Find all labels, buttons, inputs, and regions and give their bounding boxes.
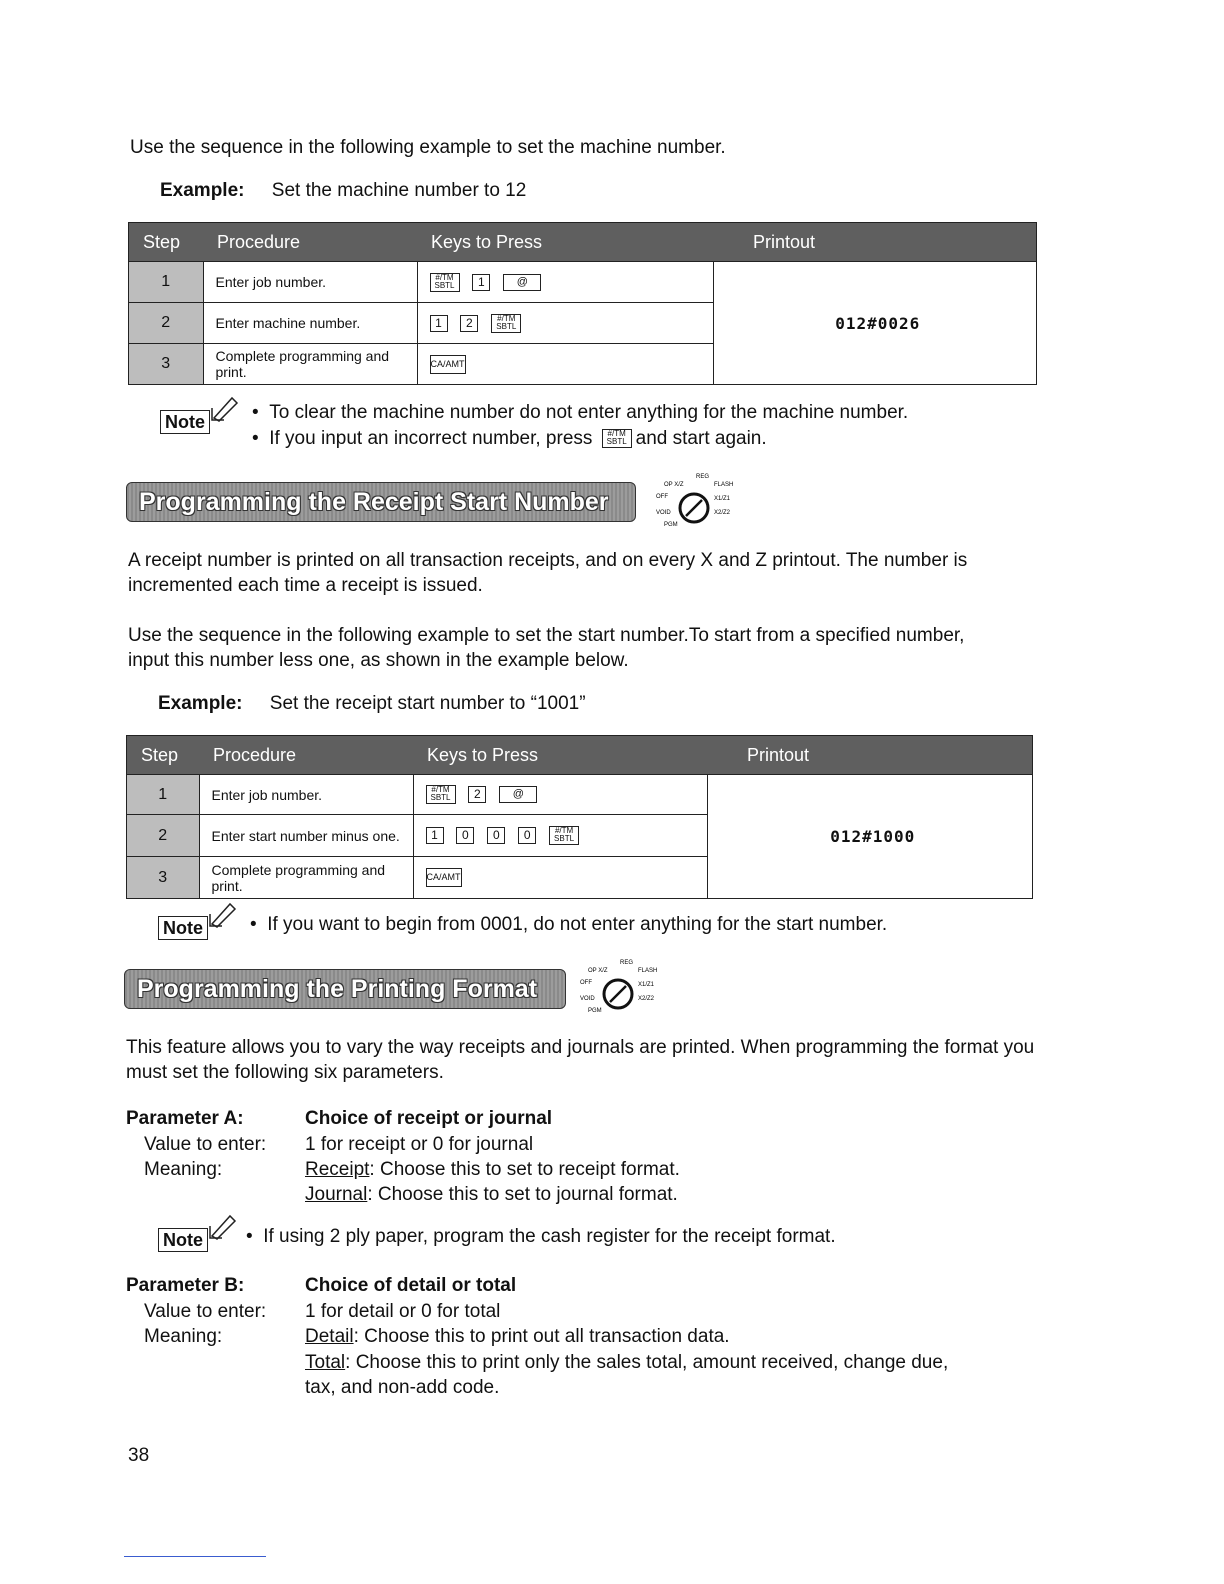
- digit-key-icon: 0: [487, 827, 505, 844]
- example-1: [160, 178, 526, 203]
- header-procedure: Procedure: [199, 736, 413, 775]
- tm-sbtl-key-icon: #/TM SBTL: [602, 429, 632, 448]
- tm-sbtl-key-icon: #/TM SBTL: [491, 314, 521, 333]
- dial-label: REG: [696, 474, 710, 480]
- note-1-line-1: • To clear the machine number do not enter anything for the machine number.: [252, 402, 909, 423]
- step-number: 2: [127, 815, 200, 857]
- programming-table-2: [126, 735, 1033, 899]
- note-2-line: • If you want to begin from 0001, do not enter anything for the start number.: [250, 914, 888, 935]
- value-label: Value to enter:: [144, 1301, 267, 1322]
- procedure-cell: Enter job number.: [203, 262, 417, 303]
- param-b-title: Choice of detail or total: [305, 1275, 517, 1296]
- svg-text:PGM: PGM: [588, 1008, 602, 1014]
- step-number: 2: [129, 303, 204, 344]
- meaning-label: Meaning:: [144, 1326, 223, 1347]
- svg-text:X1/Z1: X1/Z1: [714, 496, 731, 502]
- svg-text:OP X/Z: OP X/Z: [588, 968, 608, 974]
- step-number: 3: [129, 344, 204, 385]
- header-step: Step: [129, 223, 204, 262]
- svg-text:VOID: VOID: [580, 996, 595, 1002]
- meaning-line: Journal: Choose this to set to journal format.: [305, 1184, 678, 1205]
- example-text: Set the machine number to 12: [271, 180, 527, 201]
- step-number: 1: [129, 262, 204, 303]
- svg-text:OFF: OFF: [656, 494, 668, 500]
- param-a-label: Parameter A:: [126, 1108, 244, 1129]
- procedure-cell: Complete programming and print.: [199, 857, 413, 899]
- keys-cell: [413, 857, 707, 899]
- tm-sbtl-key-icon: #/TM SBTL: [430, 273, 460, 292]
- digit-key-icon: 0: [518, 827, 536, 844]
- keys-cell: [417, 344, 713, 385]
- procedure-cell: Enter job number.: [199, 775, 413, 815]
- mode-dial-icon: [576, 956, 676, 1016]
- printout-cell: 012#1000: [707, 775, 1033, 899]
- paragraph: Use the sequence in the following example to set the start number.To start from a specified number, input this number less one, as shown in the example below.: [128, 625, 965, 671]
- keys-cell: [413, 815, 707, 857]
- meaning-line: Detail: Choose this to print out all transaction data.: [305, 1326, 730, 1347]
- svg-text:X2/Z2: X2/Z2: [638, 996, 655, 1002]
- meaning-label: Meaning:: [144, 1159, 223, 1180]
- header-procedure: Procedure: [203, 223, 417, 262]
- pencil-icon: [208, 1210, 238, 1240]
- value-label: Value to enter:: [144, 1134, 267, 1155]
- meaning-line: Total: Choose this to print only the sales total, amount received, change due,: [305, 1352, 949, 1373]
- at-key-icon: @: [503, 274, 541, 291]
- section-heading-receipt-start: Programming the Receipt Start Number: [126, 482, 636, 522]
- note-3-line: • If using 2 ply paper, program the cash register for the receipt format.: [246, 1226, 836, 1247]
- svg-text:OP X/Z: OP X/Z: [664, 482, 684, 488]
- keys-cell: [417, 303, 713, 344]
- param-b-label: Parameter B:: [126, 1275, 245, 1296]
- table-header-row: [127, 736, 1033, 775]
- page-number: 38: [128, 1445, 150, 1466]
- header-printout: Printout: [713, 223, 1037, 262]
- section-heading-printing-format: Programming the Printing Format: [124, 969, 566, 1009]
- digit-key-icon: 1: [426, 827, 444, 844]
- keys-cell: [417, 262, 713, 303]
- header-keys: Keys to Press: [413, 736, 707, 775]
- programming-table-1: [128, 222, 1037, 385]
- mode-dial-icon: [652, 470, 752, 530]
- tm-sbtl-key-icon: #/TM SBTL: [549, 826, 579, 845]
- at-key-icon: @: [499, 786, 537, 803]
- digit-key-icon: 1: [472, 274, 490, 291]
- table-row: [129, 262, 1037, 303]
- example-label: Example:: [158, 693, 243, 714]
- note-label: Note: [160, 410, 210, 434]
- procedure-cell: Enter machine number.: [203, 303, 417, 344]
- keys-cell: [413, 775, 707, 815]
- meaning-line: Receipt: Choose this to set to receipt format.: [305, 1159, 680, 1180]
- param-a-title: Choice of receipt or journal: [305, 1108, 553, 1129]
- note-text: and start again.: [635, 428, 767, 449]
- example-label: Example:: [160, 180, 245, 201]
- step-number: 1: [127, 775, 200, 815]
- step-number: 3: [127, 857, 200, 899]
- digit-key-icon: 2: [460, 315, 478, 332]
- note-text: To clear the machine number do not enter anything for the machine number.: [269, 402, 909, 423]
- value-text: 1 for detail or 0 for total: [305, 1301, 501, 1322]
- svg-text:FLASH: FLASH: [638, 968, 658, 974]
- example-2: [158, 691, 586, 716]
- note-text: If using 2 ply paper, program the cash register for the receipt format.: [263, 1226, 836, 1247]
- svg-text:FLASH: FLASH: [714, 482, 734, 488]
- pencil-icon: [210, 392, 240, 422]
- svg-text:VOID: VOID: [656, 510, 671, 516]
- note-1-line-2: • If you input an incorrect number, press #/TM SBTL and start again.: [252, 428, 767, 449]
- svg-text:X1/Z1: X1/Z1: [638, 982, 655, 988]
- digit-key-icon: 0: [456, 827, 474, 844]
- paragraph: A receipt number is printed on all transaction receipts, and on every X and Z printout. The number is incremented each time a receipt is issued.: [128, 550, 968, 596]
- table-header-row: [129, 223, 1037, 262]
- svg-text:REG: REG: [620, 960, 634, 966]
- meaning-line-cont: tax, and non-add code.: [305, 1377, 500, 1398]
- svg-text:X2/Z2: X2/Z2: [714, 510, 731, 516]
- pencil-icon: [208, 898, 238, 928]
- header-printout: Printout: [707, 736, 1033, 775]
- ca-amt-key-icon: CA/AMT: [426, 868, 462, 887]
- note-text: If you want to begin from 0001, do not enter anything for the start number.: [267, 914, 888, 935]
- header-keys: Keys to Press: [417, 223, 713, 262]
- example-text: Set the receipt start number to “1001”: [269, 693, 586, 714]
- note-label: Note: [158, 916, 208, 940]
- ca-amt-key-icon: CA/AMT: [430, 355, 466, 374]
- svg-text:PGM: PGM: [664, 522, 678, 528]
- tm-sbtl-key-icon: #/TM SBTL: [426, 785, 456, 804]
- procedure-cell: Enter start number minus one.: [199, 815, 413, 857]
- digit-key-icon: 2: [468, 786, 486, 803]
- svg-text:OFF: OFF: [580, 980, 592, 986]
- note-text: If you input an incorrect number, press: [269, 428, 593, 449]
- note-label: Note: [158, 1228, 208, 1252]
- digit-key-icon: 1: [430, 315, 448, 332]
- header-step: Step: [127, 736, 200, 775]
- procedure-cell: Complete programming and print.: [203, 344, 417, 385]
- footer-rule: [124, 1556, 266, 1557]
- printout-cell: 012#0026: [713, 262, 1037, 385]
- intro-text: Use the sequence in the following example to set the machine number.: [130, 137, 726, 158]
- table-row: [127, 775, 1033, 815]
- value-text: 1 for receipt or 0 for journal: [305, 1134, 534, 1155]
- paragraph: This feature allows you to vary the way receipts and journals are printed. When programming the format you must set the following six parameters.: [126, 1037, 1035, 1083]
